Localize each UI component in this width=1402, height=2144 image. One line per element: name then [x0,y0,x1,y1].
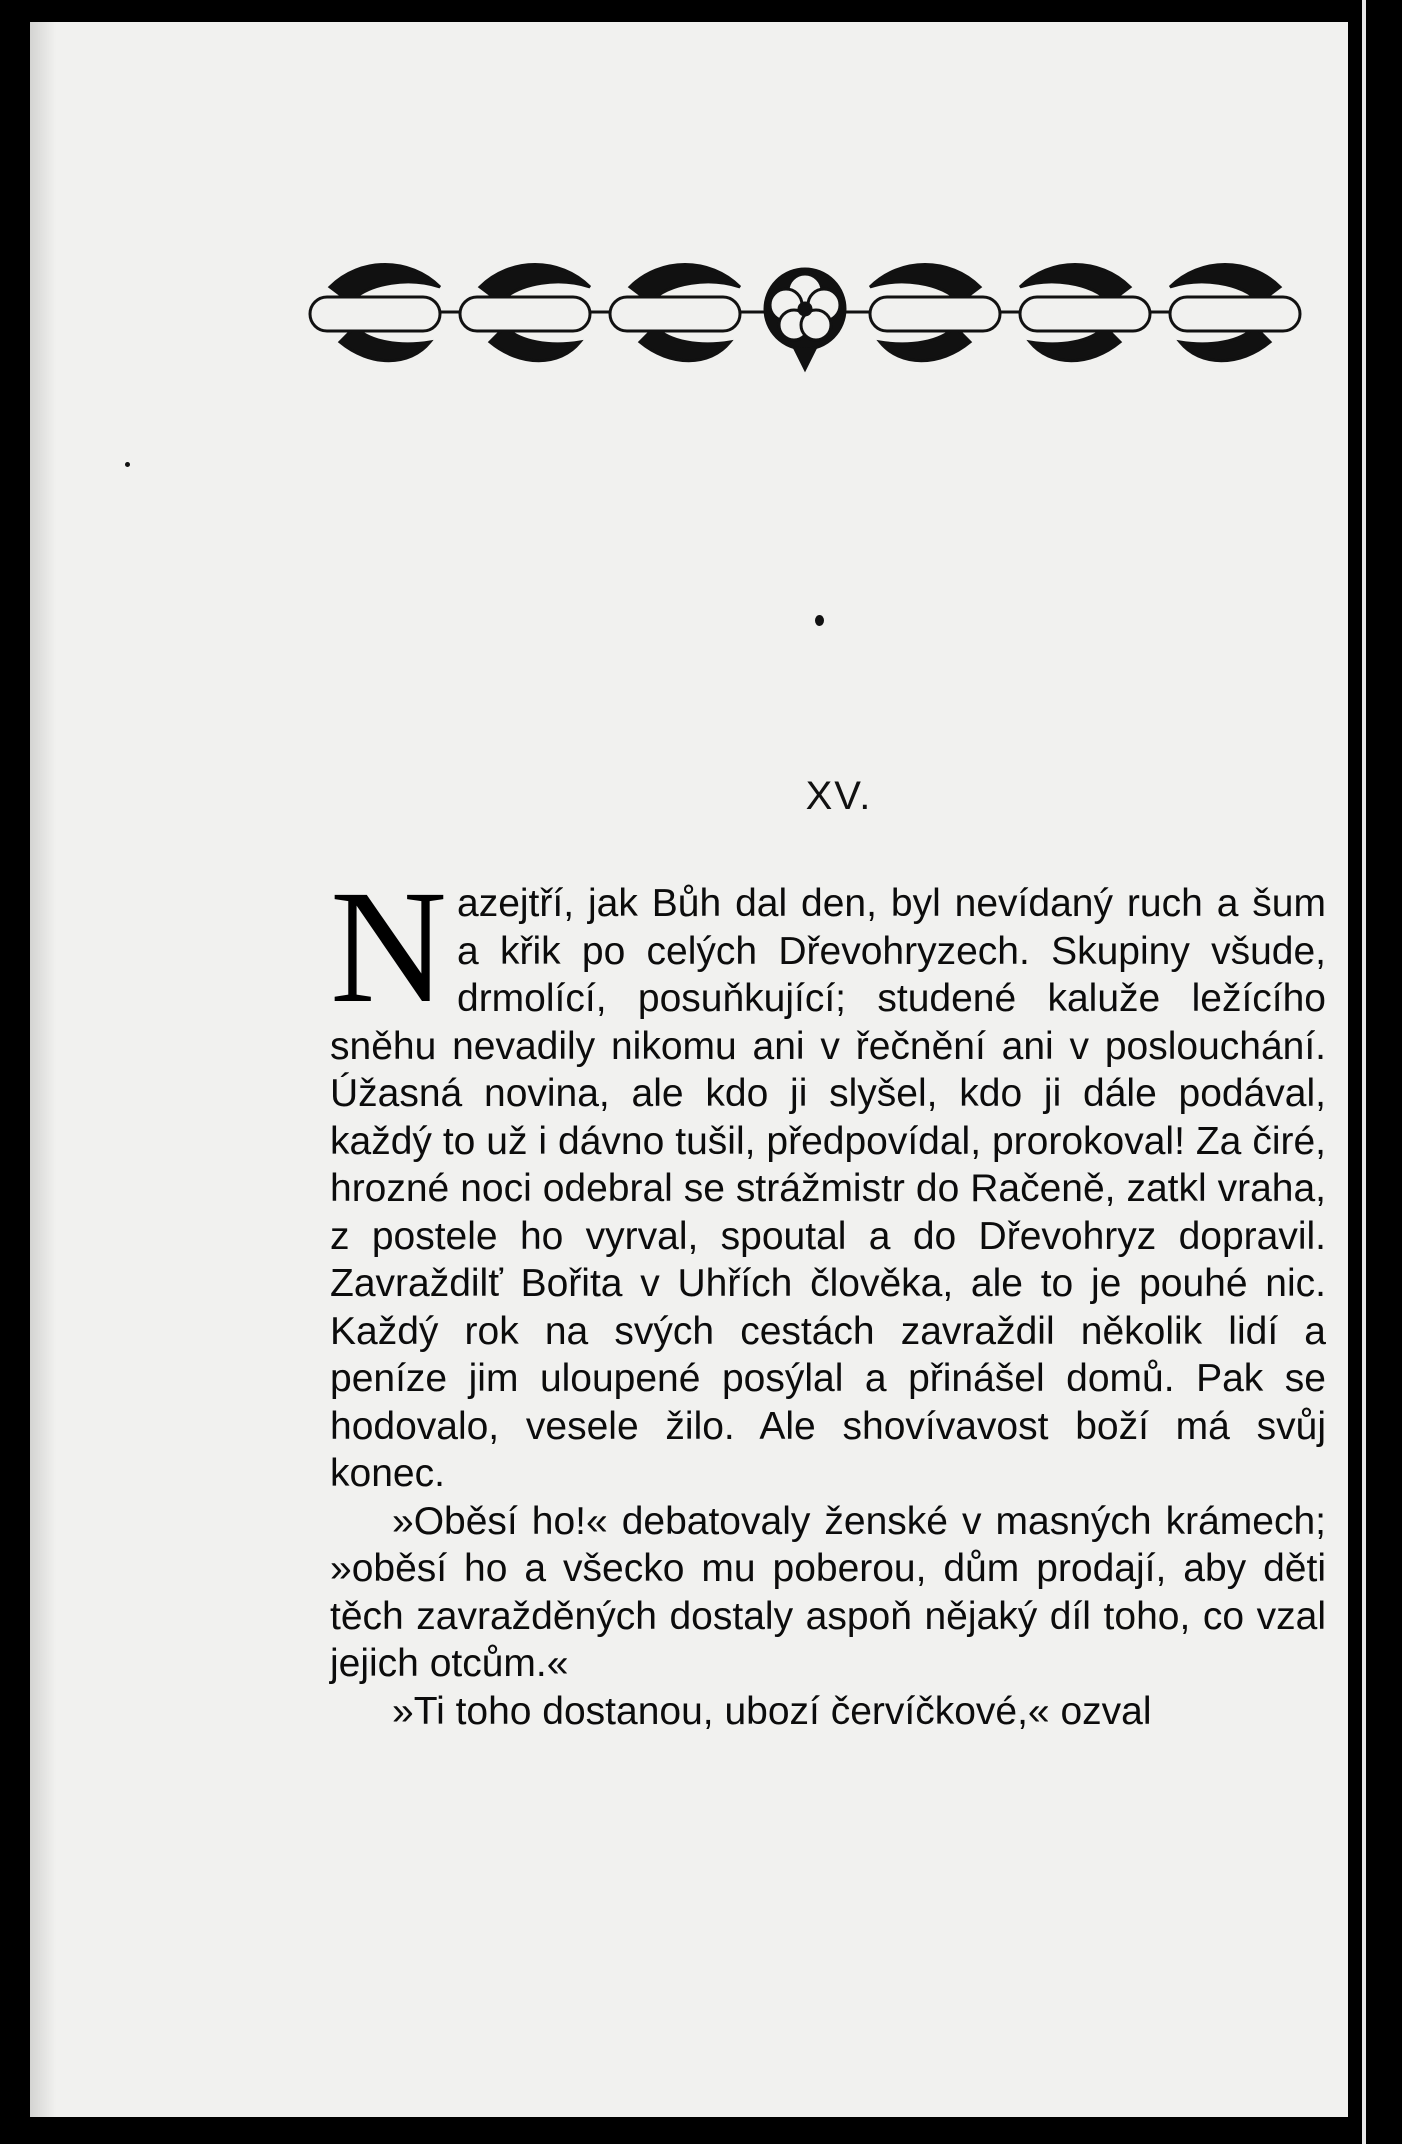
ink-speck [815,615,824,626]
drop-cap: N [330,858,447,1037]
paragraph [330,858,1326,1498]
paragraph: »Ti toho dostanou, ubozí červíčkové,« ozval [392,1689,1152,1733]
book-page [30,22,1348,2117]
chapter-heading: XV. [805,774,873,818]
floral-vine-ornament [300,247,1310,387]
body-text [330,858,1326,1735]
paragraph: »Oběsí ho!« debatovaly ženské v masných krámech; »oběsí ho a všecko mu poberou, dům prodají, aby děti těch zavražděných dostaly aspoň nějaký díl toho, co vzal jejich otcům.« [330,1499,1326,1685]
scan-edge [1348,0,1402,2144]
ink-speck [125,462,130,467]
paragraph-text: azejtří, jak Bůh dal den, byl nevídaný ruch a šum a křik po celých Dřevohryzech. Skupiny všude, drmolící, posuňkující; studené kaluže ležícího sněhu nevadily nikomu ani v řečnění ani v poslouchání. Úžasná novina, ale kdo ji slyšel, kdo ji dále podával, každý to už i dávno tušil, předpovídal, prorokoval! Za čiré, hrozné noci odebral se strážmistr do Račeně, zatkl vraha, z postele ho vyrval, spoutal a do Dřevohryz dopravil. Zavraždilť Bořita v Uhřích člověka, ale to je pouhé nic. Každý rok na svých cestách zavraždil několik lidí a peníze jim uloupené posýlal a přinášel domů. Pak se hodovalo, vesele žilo. Ale shovívavost boží má svůj konec. [330,882,1326,1495]
